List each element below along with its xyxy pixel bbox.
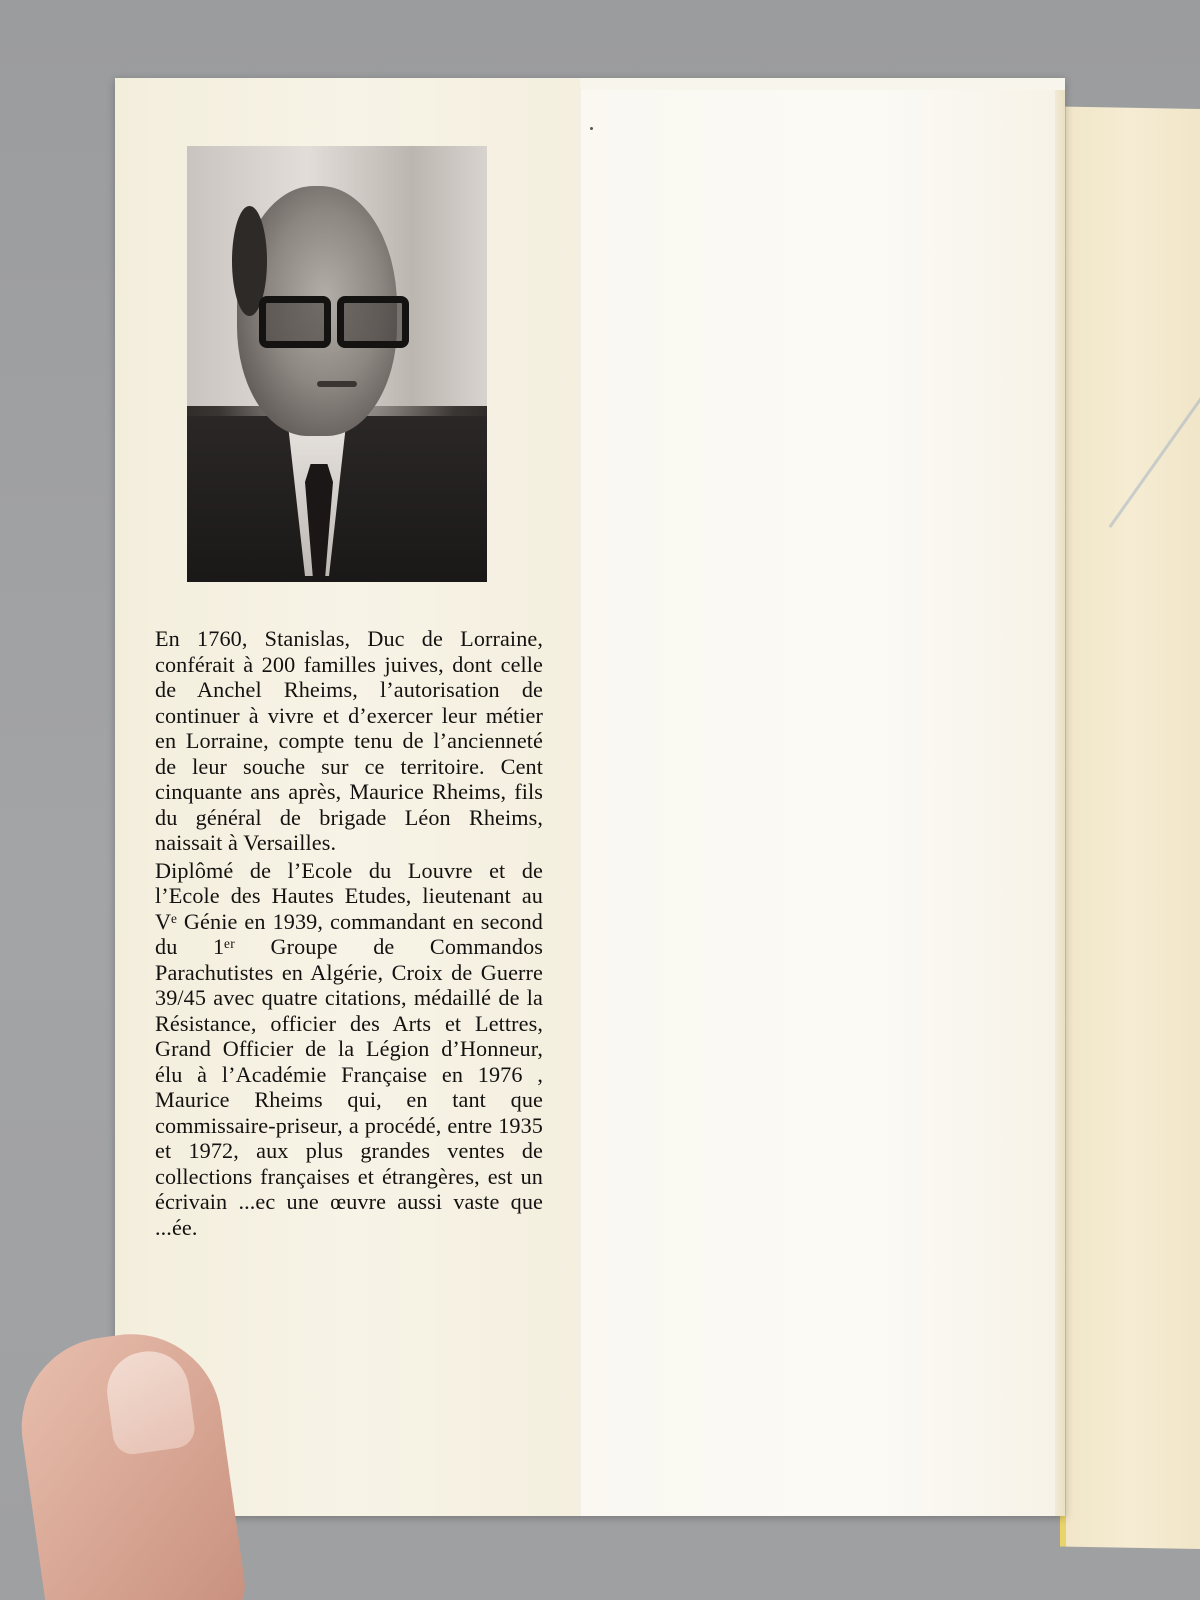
fingernail: [102, 1346, 197, 1456]
portrait-mouth: [317, 381, 357, 387]
blank-right-page: [580, 90, 1065, 1516]
speck: [590, 127, 593, 130]
open-booklet: [115, 78, 1065, 1516]
bio-paragraph-1: En 1760, Stanislas, Duc de Lorraine, conférait à 200 familles juives, dont celle de Anchel Rheims, l’autorisation de continuer à vivre et d’exercer leur métier en Lorraine, compte tenu de l’ancienneté de leur souche sur ce territoire. Cent cinquante ans après, Maurice Rheims, fils du général de brigade Léon Rheims, naissait à Versailles.: [155, 626, 543, 855]
author-flap: [115, 78, 580, 1516]
back-cover-page: [1060, 107, 1200, 1550]
pen-mark: [1109, 397, 1200, 581]
page-edge: [1055, 90, 1065, 1516]
portrait-glasses-right: [337, 296, 409, 348]
portrait-glasses-left: [259, 296, 331, 348]
author-biography: [155, 626, 543, 1240]
author-portrait-photo: [187, 146, 487, 582]
bio-paragraph-2: Diplômé de l’Ecole du Louvre et de l’Ecole des Hautes Etudes, lieutenant au Vᵉ Génie en 1939, commandant en second du 1ᵉʳ Groupe de Commandos Parachutistes en Algérie, Croix de Guerre 39/45 avec quatre citations, médaillé de la Résistance, officier des Arts et Lettres, Grand Officier de la Légion d’Honneur, élu à l’Académie Française en 1976 , Maurice Rheims qui, en tant que commissaire-priseur, a procédé, entre 1935 et 1972, aux plus grandes ventes de collections françaises et étrangères, est un écrivain ...ec une œuvre aussi vaste que ...ée.: [155, 857, 543, 1240]
